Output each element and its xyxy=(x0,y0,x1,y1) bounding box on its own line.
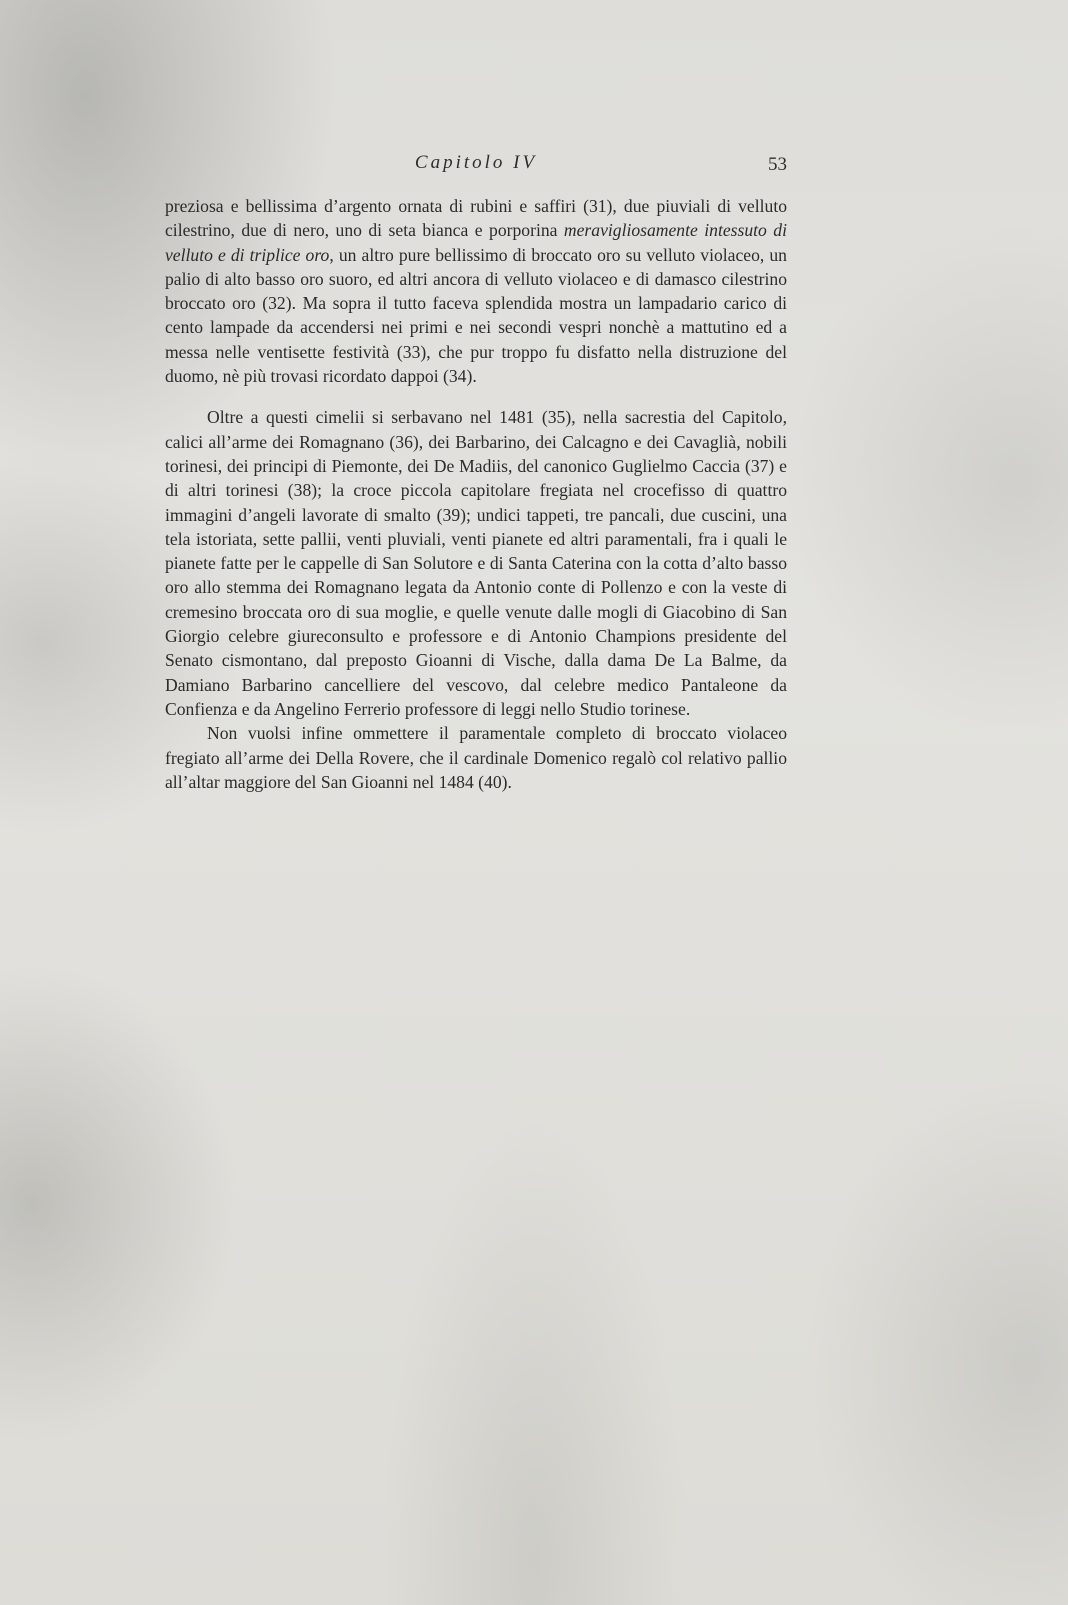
paragraph-1-italic: meravigliosamente intessuto di velluto e di triplice oro xyxy=(165,220,787,265)
paragraph-2: Oltre a questi cimelii si serbavano nel 1481 (35), nella sacrestia del Capitolo, calici all’arme dei Romagnano (36), dei Barbarino, dei Calcagno e dei Cavaglià, nobili torinesi, dei principi di Piemonte, dei De Madiis, del canonico Guglielmo Caccia (37) e di altri torinesi (38); la croce piccola capitolare fregiata nel crocefisso di quattro immagini d’angeli lavorate di smalto (39); undici tappeti, tre pancali, due cuscini, una tela istoriata, sette pallii, venti pluviali, venti pianete ed altri paramentali, fra i quali le pianete fatte per le cappelle di San Solutore e di Santa Caterina con la cotta d’alto basso oro allo stemma dei Romagnano legata da Antonio conte di Pollenzo e con la veste di cremesino broccata oro di sua moglie, e quelle venute dalle mogli di Giacobino di San Giorgio celebre giureconsulto e professore e di Antonio Champions presidente del Senato cismontano, dal preposto Gioanni di Vische, dalla dama De La Balme, da Damiano Barbarino cancelliere del vescovo, dal celebre medico Pantaleone da Confienza e da Angelino Ferrerio professore di leggi nello Studio torinese. xyxy=(165,407,787,719)
paragraph-1 xyxy=(165,194,787,388)
paragraph-1-text-a: preziosa e bellissima d’argento ornata di rubini e saffiri (31), due piuviali di velluto cilestrino, due di nero, uno di seta bianca e porporina xyxy=(165,196,787,241)
body-text xyxy=(165,194,787,794)
paragraph-3: Non vuolsi infine ommettere il paramentale completo di broccato violaceo fregiato all’arme dei Della Rovere, che il cardinale Domenico regalò col relativo pallio all’altar maggiore del San Gioanni nel 1484 (40). xyxy=(165,723,787,792)
paragraph-1-text-b: , un altro pure bellissimo di broccato oro su velluto violaceo, un palio di alto basso oro suoro, ed altri ancora di velluto violaceo e di damasco cilestrino broccato oro (32). Ma sopra il tutto faceva splendida mostra un lampadario carico di cento lampade da accendersi nei primi e nei secondi vespri nonchè a mattutino ed a messa nelle ventisette festività (33), che pur troppo fu disfatto nella distruzione del duomo, nè più trovasi ricordato dappoi (34). xyxy=(165,244,787,387)
running-title: Capitolo IV xyxy=(414,152,538,173)
page-header xyxy=(165,152,787,182)
page-number: 53 xyxy=(768,154,787,175)
